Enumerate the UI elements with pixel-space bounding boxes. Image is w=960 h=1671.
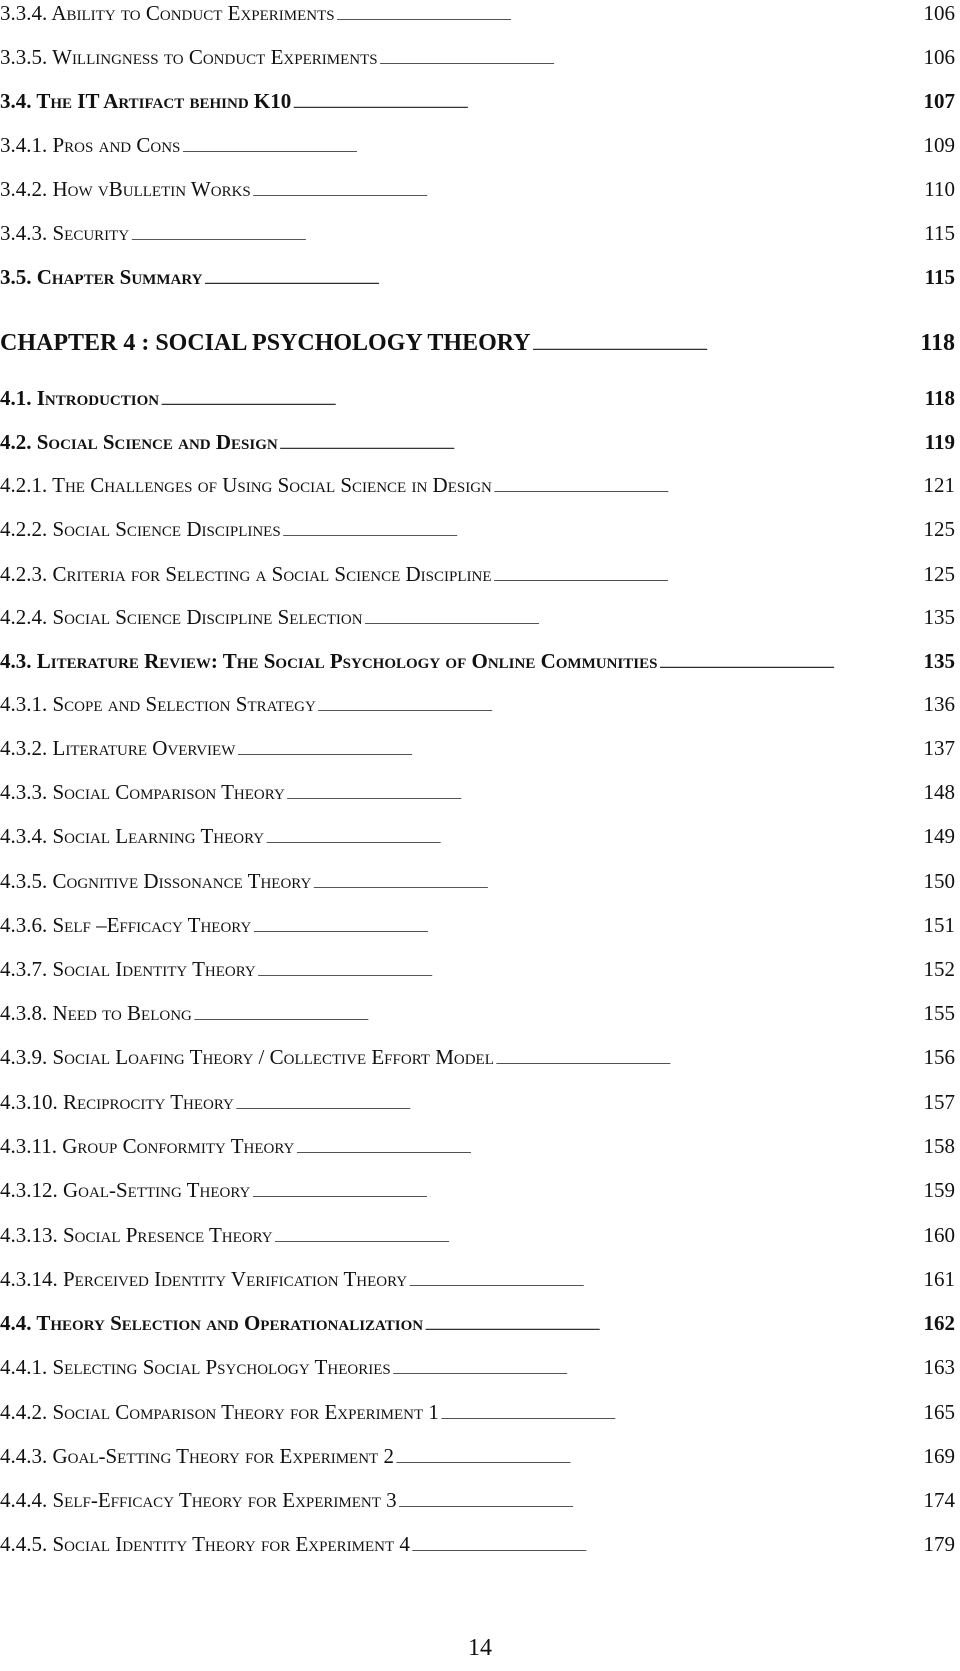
- toc-entry-page: 121: [923, 473, 955, 497]
- toc-entry-label: 4.4.2. Social Comparison Theory for Experiment 1: [0, 1400, 439, 1424]
- toc-entry-page: 115: [924, 221, 955, 245]
- toc-entry-label: 4.2.2. Social Science Disciplines: [0, 517, 281, 541]
- toc-entry-label: 3.4.3. Security: [0, 221, 130, 245]
- toc-entry-page: 162: [923, 1311, 955, 1335]
- toc-entry-page: 161: [923, 1267, 955, 1291]
- toc-entry-page: 169: [923, 1444, 955, 1468]
- toc-entry-page: 152: [923, 957, 955, 981]
- toc-dot-leader: [296, 1133, 921, 1164]
- toc-entry-page: 137: [923, 736, 955, 760]
- toc-entry[interactable]: [0, 1133, 955, 1164]
- toc-entry-page: 106: [923, 45, 955, 69]
- toc-entry-label: 4.3.8. Need to Belong: [0, 1001, 192, 1025]
- toc-entry-label: 3.4.1. Pros and Cons: [0, 133, 181, 157]
- toc-entry-label: 4.1. Introduction: [0, 386, 160, 410]
- toc-dot-leader: [194, 1000, 922, 1031]
- toc-entry-page: 155: [923, 1001, 955, 1025]
- toc-entry-label: 4.3.2. Literature Overview: [0, 736, 236, 760]
- toc-dot-leader: [412, 1531, 922, 1562]
- toc-dot-leader: [313, 868, 921, 899]
- toc-entry-page: 160: [923, 1223, 955, 1247]
- toc-entry-page: 125: [923, 562, 955, 586]
- toc-entry[interactable]: [0, 472, 955, 503]
- toc-entry[interactable]: [0, 691, 955, 722]
- toc-entry-page: 106: [923, 1, 955, 25]
- toc-entry-page: 107: [923, 89, 955, 113]
- toc-dot-leader: [237, 735, 921, 766]
- toc-dot-leader: [380, 44, 922, 75]
- toc-entry[interactable]: [0, 0, 955, 31]
- toc-entry[interactable]: [0, 1177, 955, 1208]
- toc-entry-page: 165: [923, 1400, 955, 1424]
- toc-entry[interactable]: [0, 44, 955, 75]
- toc-entry-label: 3.3.5. Willingness to Conduct Experiments: [0, 45, 378, 69]
- toc-dot-leader: [337, 0, 922, 31]
- toc-entry[interactable]: [0, 956, 955, 987]
- toc-dot-leader: [131, 220, 922, 251]
- page-number: 14: [468, 1635, 492, 1661]
- toc-entry-page: 174: [923, 1488, 955, 1512]
- toc-dot-leader: [494, 561, 922, 592]
- toc-entry[interactable]: [0, 429, 955, 460]
- toc-entry-page: 118: [924, 386, 955, 410]
- toc-entry-page: 163: [923, 1355, 955, 1379]
- toc-entry-label: 4.3.11. Group Conformity Theory: [0, 1134, 295, 1158]
- toc-entry-page: 110: [924, 177, 955, 201]
- toc-dot-leader: [494, 472, 922, 503]
- toc-dot-leader: [204, 264, 922, 295]
- toc-entry[interactable]: [0, 1044, 955, 1075]
- toc-entry[interactable]: [0, 1000, 955, 1031]
- toc-entry-label: 4.3.7. Social Identity Theory: [0, 957, 256, 981]
- toc-dot-leader: [161, 385, 923, 416]
- toc-entry-label: 4.4. Theory Selection and Operationalization: [0, 1311, 424, 1335]
- toc-entry[interactable]: [0, 88, 955, 119]
- toc-entry-page: 158: [923, 1134, 955, 1158]
- toc-entry[interactable]: [0, 1089, 955, 1120]
- toc-dot-leader: [258, 956, 922, 987]
- toc-dot-leader: [253, 176, 923, 207]
- toc-entry-label: 4.4.4. Self-Efficacy Theory for Experiment 3: [0, 1488, 397, 1512]
- toc-dot-leader: [393, 1354, 922, 1385]
- toc-entry-label: 4.3.12. Goal-Setting Theory: [0, 1178, 251, 1202]
- toc-dot-leader: [280, 429, 923, 460]
- toc-entry-label: 4.3.10. Reciprocity Theory: [0, 1090, 234, 1114]
- toc-entry-label: 4.4.1. Selecting Social Psychology Theories: [0, 1355, 391, 1379]
- toc-entry-label: 3.4. The IT Artifact behind K10: [0, 89, 292, 113]
- toc-dot-leader: [441, 1399, 922, 1430]
- toc-entry-label: 3.5. Chapter Summary: [0, 265, 203, 289]
- toc-entry-label: CHAPTER 4 : SOCIAL PSYCHOLOGY THEORY: [0, 330, 531, 356]
- toc-dot-leader: [533, 330, 919, 361]
- toc-entry-label: 4.2.4. Social Science Discipline Selection: [0, 605, 363, 629]
- toc-entry[interactable]: [0, 1531, 955, 1562]
- toc-entry-label: 4.3.14. Perceived Identity Verification Theory: [0, 1267, 408, 1291]
- toc-entry-label: 4.4.5. Social Identity Theory for Experiment 4: [0, 1532, 410, 1556]
- toc-entry[interactable]: [0, 823, 955, 854]
- toc-dot-leader: [496, 1044, 922, 1075]
- toc-entry-label: 3.4.2. How vBulletin Works: [0, 177, 251, 201]
- toc-entry-page: 135: [923, 605, 955, 629]
- toc-dot-leader: [365, 604, 922, 635]
- toc-entry-label: 4.3.13. Social Presence Theory: [0, 1223, 273, 1247]
- toc-entry[interactable]: [0, 176, 955, 207]
- toc-dot-leader: [283, 516, 922, 547]
- toc-entry[interactable]: [0, 648, 955, 679]
- toc-entry-page: 115: [924, 265, 955, 289]
- toc-entry-page: 159: [923, 1178, 955, 1202]
- toc-dot-leader: [409, 1266, 921, 1297]
- toc-entry-page: 157: [923, 1090, 955, 1114]
- toc-entry-label: 4.3.1. Scope and Selection Strategy: [0, 692, 316, 716]
- toc-entry-label: 4.3.5. Cognitive Dissonance Theory: [0, 869, 312, 893]
- toc-entry[interactable]: [0, 561, 955, 592]
- toc-entry-page: 151: [923, 913, 955, 937]
- toc-dot-leader: [236, 1089, 922, 1120]
- toc-entry-label: 4.3. Literature Review: The Social Psychology of Online Communities: [0, 649, 658, 673]
- toc-dot-leader: [659, 648, 921, 679]
- toc-entry[interactable]: [0, 1354, 955, 1385]
- toc-entry-label: 4.3.9. Social Loafing Theory / Collective Effort Model: [0, 1045, 494, 1069]
- toc-dot-leader: [182, 132, 921, 163]
- toc-entry-page: 149: [923, 824, 955, 848]
- toc-entry[interactable]: [0, 1222, 955, 1253]
- toc-entry-label: 4.2.1. The Challenges of Using Social Science in Design: [0, 473, 492, 497]
- toc-dot-leader: [396, 1443, 922, 1474]
- toc-entry-page: 148: [923, 780, 955, 804]
- toc-entry-page: 150: [923, 869, 955, 893]
- toc-entry-label: 4.3.6. Self –Efficacy Theory: [0, 913, 252, 937]
- toc-entry[interactable]: [0, 604, 955, 635]
- toc-dot-leader: [287, 779, 922, 810]
- toc-dot-leader: [425, 1310, 921, 1341]
- toc-entry-page: 135: [923, 649, 955, 673]
- toc-dot-leader: [399, 1487, 922, 1518]
- toc-dot-leader: [253, 912, 921, 943]
- toc-dot-leader: [266, 823, 921, 854]
- toc-entry[interactable]: [0, 264, 955, 295]
- toc-entry-page: 109: [923, 133, 955, 157]
- toc-entry-label: 4.2. Social Science and Design: [0, 430, 278, 454]
- toc-entry-label: 4.4.3. Goal-Setting Theory for Experiment 2: [0, 1444, 394, 1468]
- toc-entry[interactable]: [0, 220, 955, 251]
- toc-entry-page: 179: [923, 1532, 955, 1556]
- toc-entry-page: 136: [923, 692, 955, 716]
- toc-entry-page: 125: [923, 517, 955, 541]
- toc-entry[interactable]: [0, 330, 955, 361]
- toc-entry[interactable]: [0, 735, 955, 766]
- toc-entry-page: 156: [923, 1045, 955, 1069]
- toc-entry[interactable]: [0, 1399, 955, 1430]
- toc-dot-leader: [252, 1177, 921, 1208]
- toc-entry-page: 119: [924, 430, 955, 454]
- toc-dot-leader: [318, 691, 922, 722]
- toc-entry[interactable]: [0, 912, 955, 943]
- toc-entry-label: 4.3.4. Social Learning Theory: [0, 824, 265, 848]
- toc-entry[interactable]: [0, 1443, 955, 1474]
- toc-entry[interactable]: [0, 1310, 955, 1341]
- toc-dot-leader: [293, 88, 921, 119]
- toc-entry[interactable]: [0, 779, 955, 810]
- toc-entry[interactable]: [0, 1266, 955, 1297]
- toc-entry[interactable]: [0, 868, 955, 899]
- toc-entry-label: 4.2.3. Criteria for Selecting a Social Science Discipline: [0, 562, 492, 586]
- toc-entry-label: 4.3.3. Social Comparison Theory: [0, 780, 285, 804]
- toc-entry-page: 118: [920, 330, 955, 356]
- toc-entry-label: 3.3.4. Ability to Conduct Experiments: [0, 1, 335, 25]
- toc-entry[interactable]: [0, 132, 955, 163]
- toc-entry[interactable]: [0, 385, 955, 416]
- toc-dot-leader: [275, 1222, 922, 1253]
- toc-entry[interactable]: [0, 1487, 955, 1518]
- toc-entry[interactable]: [0, 516, 955, 547]
